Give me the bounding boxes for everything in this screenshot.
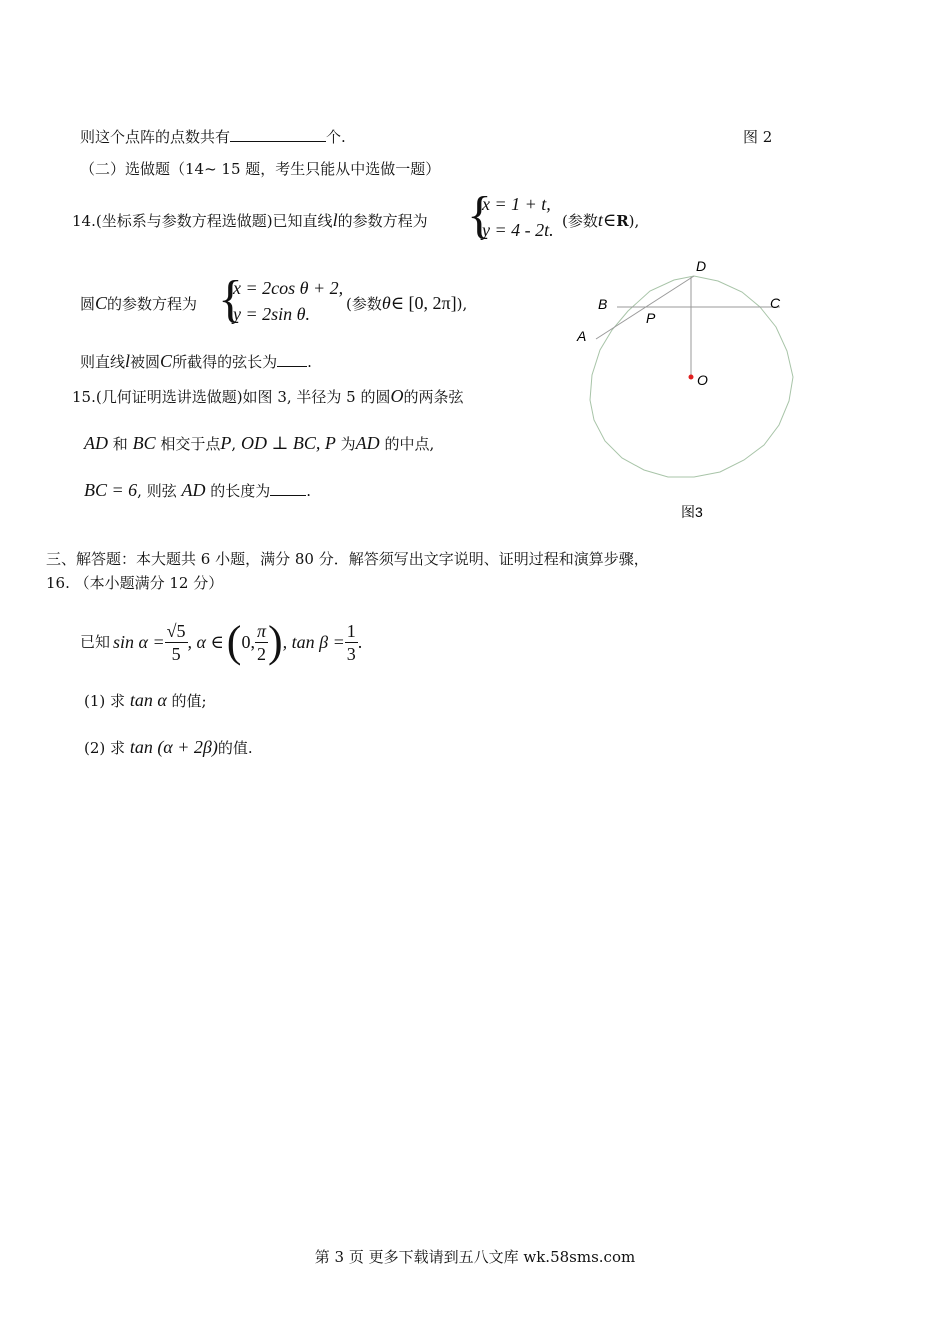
q14-intro-line (72, 210, 428, 231)
q16-part1-a: (1) 求 (84, 692, 126, 710)
q15-ad3: AD (181, 480, 206, 500)
q16-tan-den: 3 (346, 643, 356, 664)
q16-interval-close: ) (267, 617, 283, 666)
q16-part2 (84, 737, 253, 758)
q16-header: 16. （本小题满分 12 分） (46, 574, 224, 592)
q13-line (80, 127, 346, 147)
q15-mid: 的中点, (384, 435, 435, 453)
q15-and: 和 (112, 435, 128, 453)
optional-section-heading: （二）选做题（14~ 15 题，考生只能从中选做一题） (80, 160, 441, 178)
q16-sin-den: 5 (171, 643, 181, 664)
q13-answer-blank (230, 127, 326, 142)
label-b: B (598, 296, 608, 312)
q14-line-eq2: y = 4 - 2t. (482, 220, 554, 240)
q14-circle-param-open: (参数 (346, 295, 382, 313)
label-d: D (696, 258, 707, 274)
q15-bc-value: BC = 6 (84, 480, 138, 500)
q15-bc: BC (132, 433, 156, 453)
q15-line2 (84, 433, 434, 454)
section3-heading: 三、解答题：本大题共 6 小题，满分 80 分．解答须写出文字说明、证明过程和演算步骤， (46, 550, 649, 568)
q14-line-brace: { (467, 187, 492, 244)
q15-ad2: AD (355, 433, 380, 453)
q14-ask-end: . (307, 353, 312, 371)
q15-text: , 则弦 (137, 482, 177, 500)
q15-tail: 的长度为 (210, 482, 271, 500)
q15-meet: 相交于点 (160, 435, 221, 453)
q16-pi-fraction (255, 620, 268, 665)
q14-circle-tail: 的参数方程为 (107, 295, 198, 313)
q16-part1-expr: tan α (129, 690, 167, 710)
q14-circle-param (346, 293, 467, 314)
q14-intro-tail: 的参数方程为 (337, 212, 428, 230)
page-footer: 第 3 页 更多下载请到五八文库 wk.58sms.com (314, 1248, 636, 1266)
q14-line-param-var: t (597, 210, 603, 230)
q15-intro: 15.(几何证明选讲选做题)如图 3, 半径为 5 的圆 (72, 388, 391, 406)
q15-end: . (306, 482, 312, 500)
q16-given-prefix: 已知 (80, 633, 111, 651)
q14-ask-a: 则直线 (80, 353, 126, 371)
figure2-label: 图 2 (743, 128, 773, 146)
q14-line-param-in: ∈ (602, 210, 617, 230)
q15-intro-tail: 的两条弦 (403, 388, 464, 406)
q16-sin-num: √5 (166, 620, 186, 641)
q14-ask-l: l (125, 351, 131, 371)
q16-pi-num: π (256, 620, 266, 641)
q14-circle-param-var: θ (381, 293, 391, 313)
q16-tan-num: 1 (346, 620, 356, 641)
q14-intro: 14.(坐标系与参数方程选做题)已知直线 (72, 212, 333, 230)
q14-circle-intro: 圆 (80, 295, 96, 313)
q14-line-param-open: (参数 (562, 212, 598, 230)
q14-line-var: l (332, 210, 338, 230)
figure3-caption: 图3 (681, 504, 703, 520)
q16-part2-a: (2) 求 (84, 739, 126, 757)
q15-line3 (84, 480, 311, 501)
q14-ask-d: 所截得的弦长为 (172, 353, 278, 371)
q14-line-param (562, 210, 639, 231)
label-o: O (697, 372, 708, 388)
q14-line-system (482, 191, 554, 243)
q14-circle-param-range: ∈ [0, 2π] (390, 293, 457, 313)
q13-text-before: 则这个点阵的点数共有 (80, 128, 231, 146)
q16-part1 (84, 690, 207, 711)
figure3-diagram (570, 255, 810, 530)
q16-tan-fraction (345, 620, 358, 665)
q16-sin-label: sin α = (113, 632, 165, 652)
q15-intro-line (72, 386, 464, 407)
label-a: A (577, 328, 587, 344)
q16-part2-expr: tan (α + 2β) (129, 737, 218, 757)
q15-p: P (220, 433, 232, 453)
q15-comma: , (231, 435, 237, 453)
q14-circle-eq1: x = 2cos θ + 2, (233, 278, 344, 298)
q14-line-param-close: ), (628, 212, 640, 230)
q14-ask-b: 被圆 (130, 353, 161, 371)
q16-given-line (80, 612, 362, 672)
q14-circle-system (233, 275, 343, 327)
q14-circle-brace: { (218, 271, 243, 328)
label-c: C (770, 295, 781, 311)
q15-answer-blank (270, 481, 306, 496)
q14-question-line (80, 351, 312, 372)
q16-part2-b: 的值. (217, 739, 253, 757)
q15-circle-var: O (390, 386, 404, 406)
q14-circle-line (80, 293, 197, 314)
q14-circle-eq2: y = 2sin θ. (233, 304, 310, 324)
q14-line-param-R: R (616, 212, 629, 230)
q15-ad: AD (84, 433, 108, 453)
q14-circle-var: C (95, 293, 108, 313)
q16-interval-zero: 0, (241, 632, 255, 652)
q15-cond: OD ⊥ BC, P (240, 433, 336, 453)
q14-line-eq1: x = 1 + t, (482, 194, 551, 214)
q16-part1-b: 的值; (171, 692, 207, 710)
q15-is: 为 (340, 435, 356, 453)
q16-sin-fraction (165, 620, 188, 665)
q14-answer-blank (277, 352, 307, 367)
q14-circle-param-close: ), (456, 295, 468, 313)
q16-pi-den: 2 (256, 643, 266, 664)
q16-end: . (357, 632, 363, 652)
q14-ask-c: C (160, 351, 173, 371)
q13-text-after: 个. (326, 128, 346, 146)
q16-interval-open: ( (226, 617, 242, 666)
q16-alpha-in: , α ∈ (187, 632, 224, 652)
label-p: P (646, 310, 656, 326)
q16-tan-beta: , tan β = (282, 632, 345, 652)
center-point-o (689, 375, 694, 380)
